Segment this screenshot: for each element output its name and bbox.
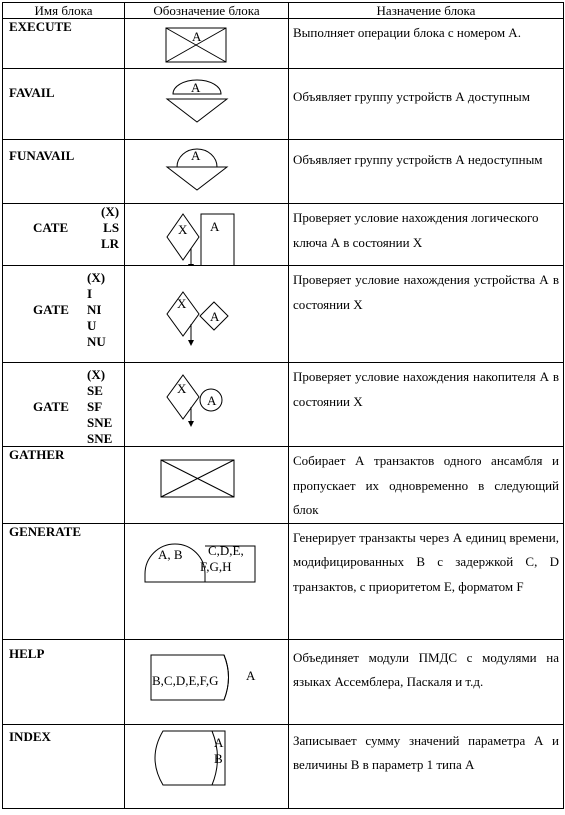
funavail-symbol-icon [125,140,289,204]
block-name: FUNAVAIL [3,140,125,204]
block-purpose: Объединяет модули ПМДС с модулями на языках Ассемблера, Паскаля и т.д. [289,639,564,724]
block-purpose: Объявляет группу устройств А недоступным [289,140,564,204]
block-symbol-cate [125,204,289,266]
block-symbol-favail [125,69,289,140]
help-symbol-icon [125,640,289,725]
block-purpose: Выполняет операции блока с номером А. [289,19,564,69]
symbol-label: B [214,750,223,766]
table-row [3,266,564,363]
block-symbol-execute [125,19,289,69]
block-purpose: Проверяет условие нахождения логического ключа А в состоянии X [289,204,564,266]
block-purpose: Генерирует транзакты через А единиц времени, модифицированных В с задержкой С, D транзактов, с приоритетом Е, форматом F [289,523,564,639]
block-purpose: Проверяет условие нахождения устройства А в состоянии X [289,266,564,363]
block-name: FAVAIL [3,69,125,140]
gpss-blocks-table [2,2,564,809]
table-row [3,447,564,524]
symbol-label: A [192,29,202,44]
symbol-label: F,G,H [200,558,232,574]
table-row [3,204,564,266]
block-name: EXECUTE [3,19,125,69]
symbol-label: A [207,393,217,408]
symbol-label: X [177,296,187,311]
header-symbol: Обозначение блока [125,3,289,19]
block-purpose: Записывает сумму значений параметра А и величины В в параметр 1 типа А [289,724,564,808]
cate-symbol-icon [125,204,289,266]
favail-symbol-icon [125,69,289,140]
block-purpose: Проверяет условие нахождения накопителя А в состоянии X [289,363,564,447]
block-symbol-generate [125,523,289,639]
table-row [3,363,564,447]
header-name: Имя блока [3,3,125,19]
block-name: INDEX [3,724,125,808]
symbol-label: X [178,222,188,237]
block-name: CATE [33,220,69,235]
block-symbol-help [125,639,289,724]
block-name: GATE [33,302,69,317]
table-row [3,724,564,808]
block-purpose: Собирает А транзактов одного ансамбля и пропускает их одновременно в следующий блок [289,447,564,524]
symbol-label: A [210,309,220,324]
symbol-label: A [191,148,201,163]
block-purpose: Объявляет группу устройств А доступным [289,69,564,140]
block-symbol-index [125,724,289,808]
header-purpose: Назначение блока [289,3,564,19]
block-params: (X) LS LR [101,204,120,251]
block-name: GENERATE [3,523,125,639]
symbol-label: A [214,734,224,750]
table-row [3,523,564,639]
table-header [3,3,564,19]
symbol-label: B,C,D,E,F,G [152,672,219,688]
symbol-label: A, B [158,546,183,562]
block-name: GATHER [3,447,125,524]
block-symbol-funavail [125,140,289,204]
block-symbol-gate-device [125,266,289,363]
symbol-label: A [210,219,220,234]
symbol-label: X [177,381,187,396]
block-name-cell [3,204,125,266]
symbol-label: A [191,80,201,95]
table-row [3,639,564,724]
block-name: HELP [3,639,125,724]
block-name-cell [3,266,125,363]
symbol-label: A [246,667,256,683]
gate-storage-symbol-icon [125,363,289,447]
block-symbol-gate-storage [125,363,289,447]
gather-symbol-icon [125,447,289,519]
block-name: GATE [33,399,69,414]
generate-symbol-icon [125,524,289,640]
index-symbol-icon [125,725,289,809]
gate-device-symbol-icon [125,266,289,363]
table-row [3,69,564,140]
table-row [3,19,564,69]
block-symbol-gather [125,447,289,524]
block-params: (X) I NI U NU [87,270,106,349]
table-row [3,140,564,204]
block-params: (X) SE SF SNE SNE [87,367,113,446]
execute-symbol-icon [125,19,289,69]
symbol-label: C,D,E, [208,542,244,558]
block-name-cell [3,363,125,447]
